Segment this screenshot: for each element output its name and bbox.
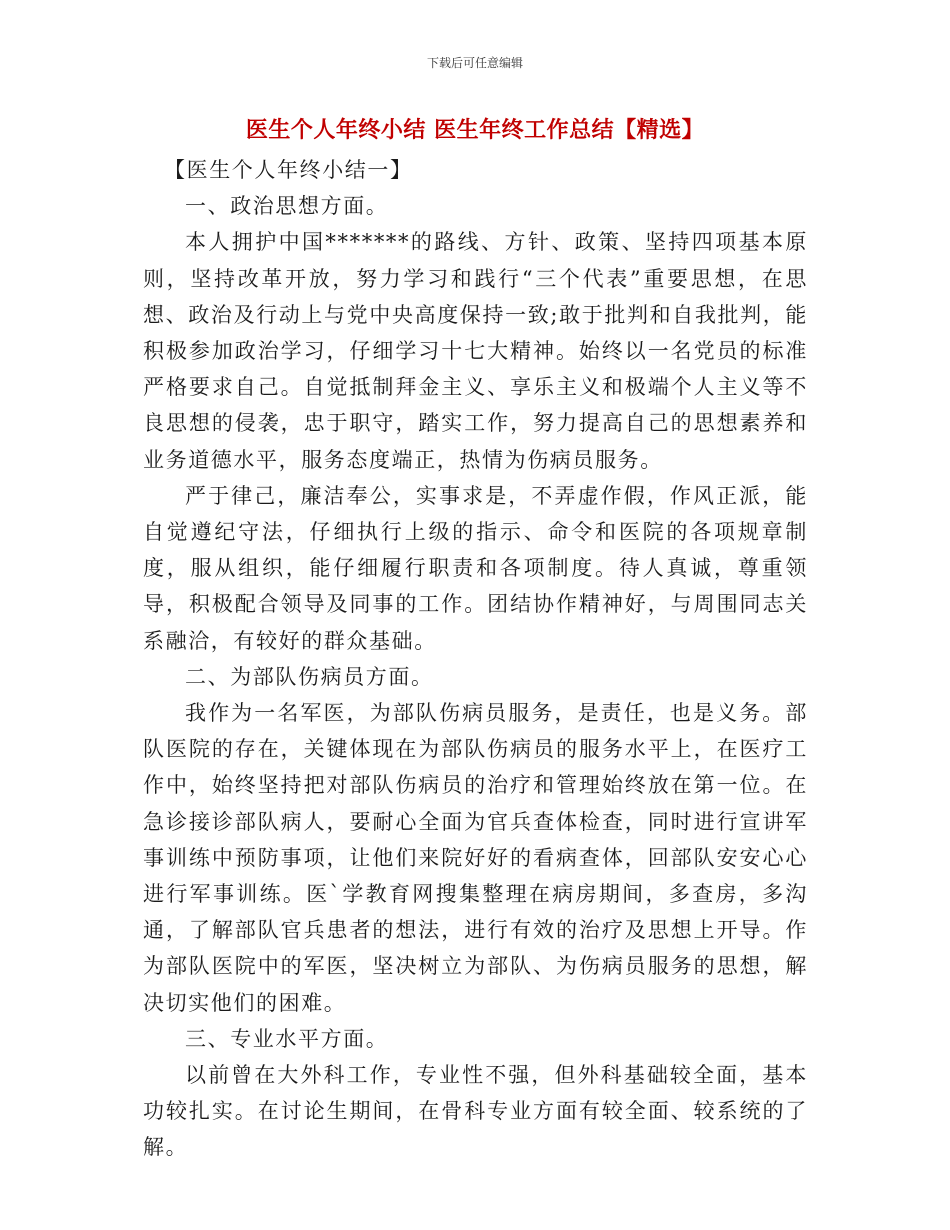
body-paragraph: 严于律己，廉洁奉公，实事求是，不弄虚作假，作风正派，能自觉遵纪守法，仔细执行上级的指示、命令和医院的各项规章制度，服从组织，能仔细履行职责和各项制度。待人真诚，尊重领导，积极配合领导及同事的工作。团结协作精神好，与周围同志关系融洽，有较好的群众基础。 xyxy=(143,483,808,653)
header-note: 下载后可任意编辑 xyxy=(426,56,523,70)
document-body xyxy=(143,152,808,1166)
subsection-heading: 三、专业水平方面。 xyxy=(185,1026,389,1051)
body-paragraph: 我作为一名军医，为部队伤病员服务，是责任，也是义务。部队医院的存在，关键体现在为部队伤病员的服务水平上，在医疗工作中，始终坚持把对部队伤病员的治疗和管理始终放在第一位。在急诊接诊部队病人，要耐心全面为官兵查体检查，同时进行宣讲军事训练中预防事项，让他们来院好好的看病查体，回部队安安心心进行军事训练。医`学教育网搜集整理在病房期间，多查房，多沟通，了解部队官兵患者的想法，进行有效的治疗及思想上开导。作为部队医院中的军医，坚决树立为部队、为伤病员服务的思想，解决切实他们的困难。 xyxy=(143,701,808,1015)
subsection-heading: 一、政治思想方面。 xyxy=(185,194,389,219)
document-title: 医生个人年终小结 医生年终工作总结【精选】 xyxy=(245,118,705,143)
body-paragraph: 以前曾在大外科工作，专业性不强，但外科基础较全面，基本功较扎实。在讨论生期间，在骨科专业方面有较全面、较系统的了解。 xyxy=(143,1063,808,1160)
subsection-heading: 二、为部队伤病员方面。 xyxy=(185,664,434,689)
body-paragraph: 本人拥护中国*******的路线、方针、政策、坚持四项基本原则，坚持改革开放，努力学习和践行“三个代表”重要思想，在思想、政治及行动上与党中央高度保持一致;敢于批判和自我批判，能积极参加政治学习，仔细学习十七大精神。始终以一名党员的标准严格要求自己。自觉抵制拜金主义、享乐主义和极端个人主义等不良思想的侵袭，忠于职守，踏实工作，努力提高自己的思想素养和业务道德水平，服务态度端正，热情为伤病员服务。 xyxy=(143,230,808,472)
section-heading: 【医生个人年终小结一】 xyxy=(164,158,413,182)
